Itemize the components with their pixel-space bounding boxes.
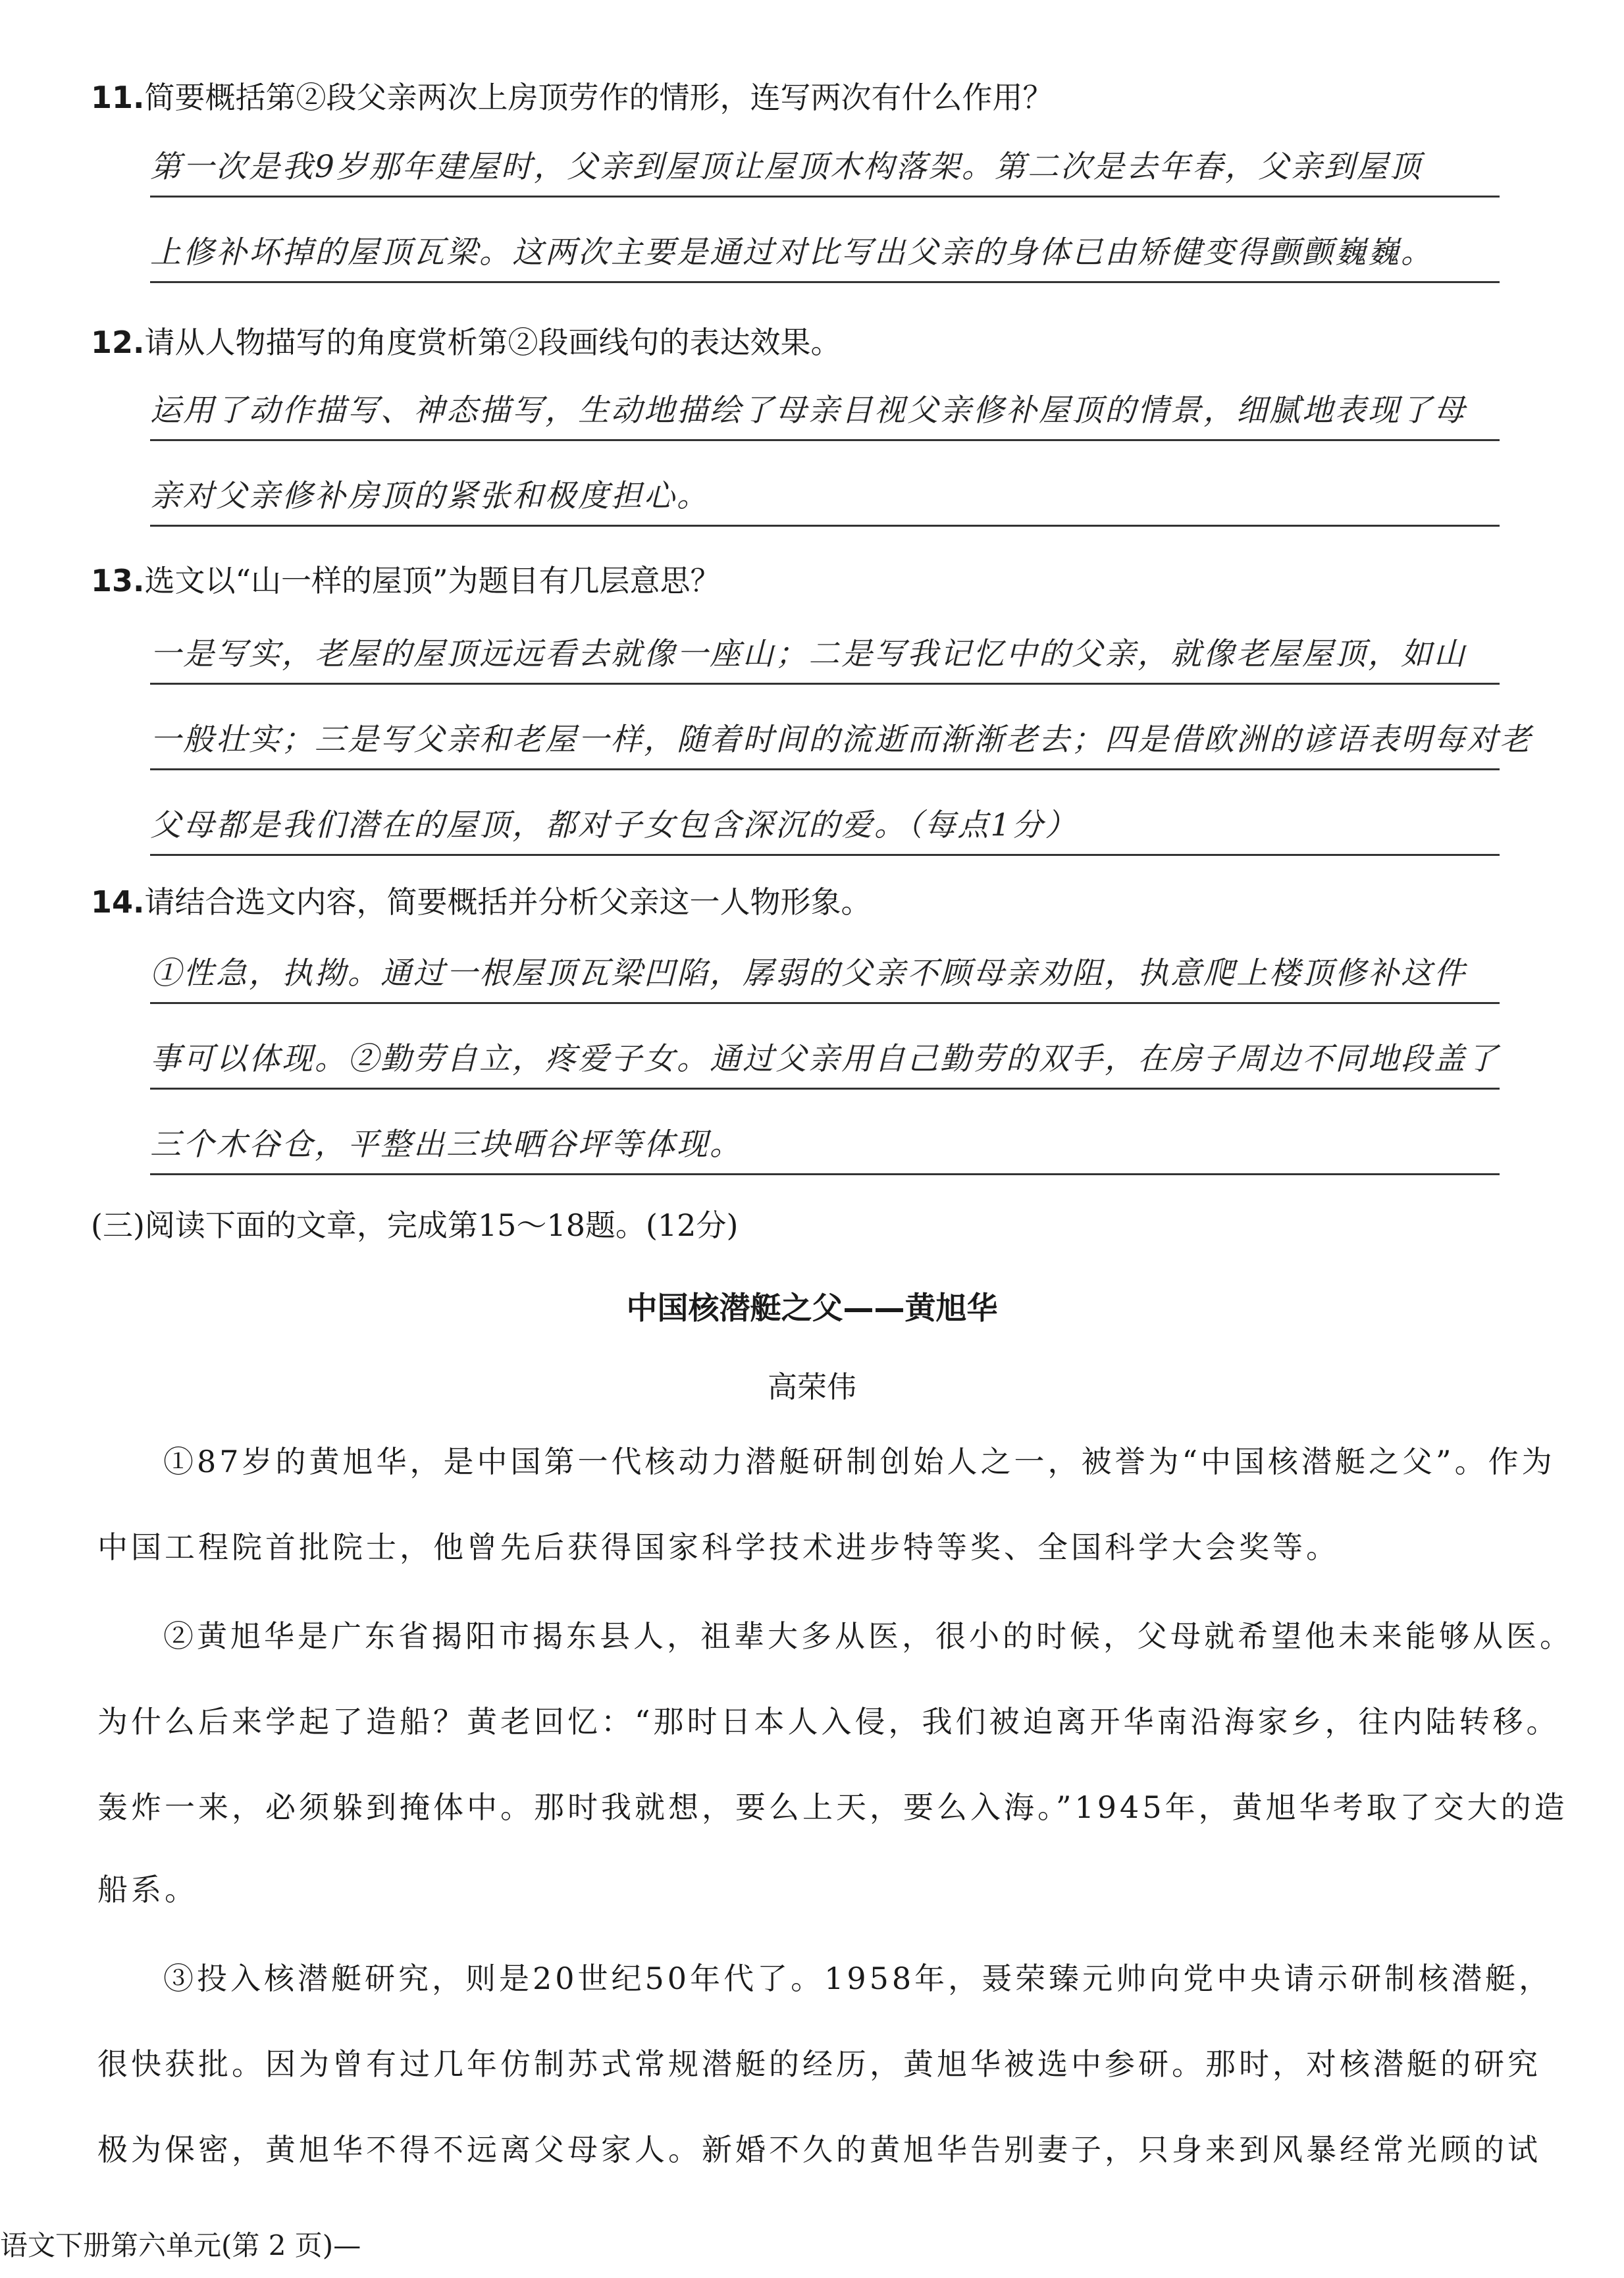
answer-line: ①性急，执拗。通过一根屋顶瓦梁凹陷，孱弱的父亲不顾母亲劝阻，执意爬上楼顶修补这件 bbox=[150, 918, 1500, 1004]
paragraph-1-line: ①87岁的黄旭华，是中国第一代核动力潜艇研制创始人之一，被誉为“中国核潜艇之父”。作为 bbox=[163, 1444, 1556, 1479]
paragraph-2-line: 为什么后来学起了造船？黄老回忆：“那时日本人入侵，我们被迫离开华南沿海家乡，往内陆转移。 bbox=[97, 1704, 1560, 1739]
question-number: 14. bbox=[91, 884, 145, 920]
paragraph-2-line: ②黄旭华是广东省揭阳市揭东县人，祖辈大多从医，很小的时候，父母就希望他未来能够从医。 bbox=[163, 1618, 1573, 1654]
question-14 bbox=[91, 882, 872, 922]
question-text: 请结合选文内容，简要概括并分析父亲这一人物形象。 bbox=[144, 884, 872, 920]
answer-line: 第一次是我9岁那年建屋时，父亲到屋顶让屋顶木构落架。第二次是去年春，父亲到屋顶 bbox=[150, 112, 1500, 198]
page-footer: 语文下册第六单元(第 2 页)— bbox=[0, 2229, 361, 2262]
question-text: 选文以“山一样的屋顶”为题目有几层意思？ bbox=[144, 563, 721, 598]
answer-line: 事可以体现。②勤劳自立，疼爱子女。通过父亲用自己勤劳的双手，在房子周边不同地段盖了 bbox=[150, 1004, 1500, 1090]
article-author: 高荣伟 bbox=[767, 1369, 856, 1404]
paragraph-2-line: 船系。 bbox=[97, 1872, 198, 1907]
paragraph-1-line: 中国工程院首批院士，他曾先后获得国家科学技术进步特等奖、全国科学大会奖等。 bbox=[97, 1529, 1340, 1565]
paragraph-3-line: 极为保密，黄旭华不得不远离父母家人。新婚不久的黄旭华告别妻子，只身来到风暴经常光顾的试 bbox=[97, 2132, 1541, 2167]
question-text: 请从人物描写的角度赏析第②段画线句的表达效果。 bbox=[144, 325, 841, 360]
paragraph-3-line: 很快获批。因为曾有过几年仿制苏式常规潜艇的经历，黄旭华被选中参研。那时，对核潜艇的研究 bbox=[97, 2046, 1541, 2082]
article-title: 中国核潜艇之父——黄旭华 bbox=[626, 1290, 998, 1327]
question-11 bbox=[91, 78, 1053, 117]
paragraph-2-line: 轰炸一来，必须躲到掩体中。那时我就想，要么上天，要么入海。”1945年，黄旭华考取了交大的造 bbox=[97, 1789, 1568, 1825]
answer-13 bbox=[150, 599, 1532, 856]
question-text: 简要概括第②段父亲两次上房顶劳作的情形，连写两次有什么作用？ bbox=[144, 80, 1053, 115]
answer-line: 父母都是我们潜在的屋顶，都对子女包含深沉的爱。（每点1分） bbox=[150, 770, 1500, 856]
answer-line: 亲对父亲修补房顶的紧张和极度担心。 bbox=[150, 441, 1500, 527]
answer-line: 三个木谷仓，平整出三块晒谷坪等体现。 bbox=[150, 1090, 1500, 1175]
answer-11 bbox=[150, 112, 1500, 283]
paragraph-3-line: ③投入核潜艇研究，则是20世纪50年代了。1958年，聂荣臻元帅向党中央请示研制核潜艇， bbox=[163, 1961, 1553, 1996]
question-number: 13. bbox=[91, 563, 145, 598]
answer-line: 上修补坏掉的屋顶瓦梁。这两次主要是通过对比写出父亲的身体已由矫健变得颤颤巍巍。 bbox=[150, 198, 1500, 283]
answer-14 bbox=[150, 918, 1500, 1175]
section-heading: (三)阅读下面的文章，完成第15～18题。(12分) bbox=[91, 1207, 739, 1243]
answer-line: 运用了动作描写、神态描写，生动地描绘了母亲目视父亲修补屋顶的情景，细腻地表现了母 bbox=[150, 356, 1500, 441]
answer-12 bbox=[150, 356, 1500, 527]
question-number: 12. bbox=[91, 325, 145, 360]
question-number: 11. bbox=[91, 80, 145, 115]
question-13 bbox=[91, 561, 721, 600]
answer-line: 一是写实，老屋的屋顶远远看去就像一座山；二是写我记忆中的父亲，就像老屋屋顶，如山 bbox=[150, 599, 1500, 685]
answer-line: 一般壮实；三是写父亲和老屋一样，随着时间的流逝而渐渐老去；四是借欧洲的谚语表明每对老 bbox=[150, 685, 1500, 770]
